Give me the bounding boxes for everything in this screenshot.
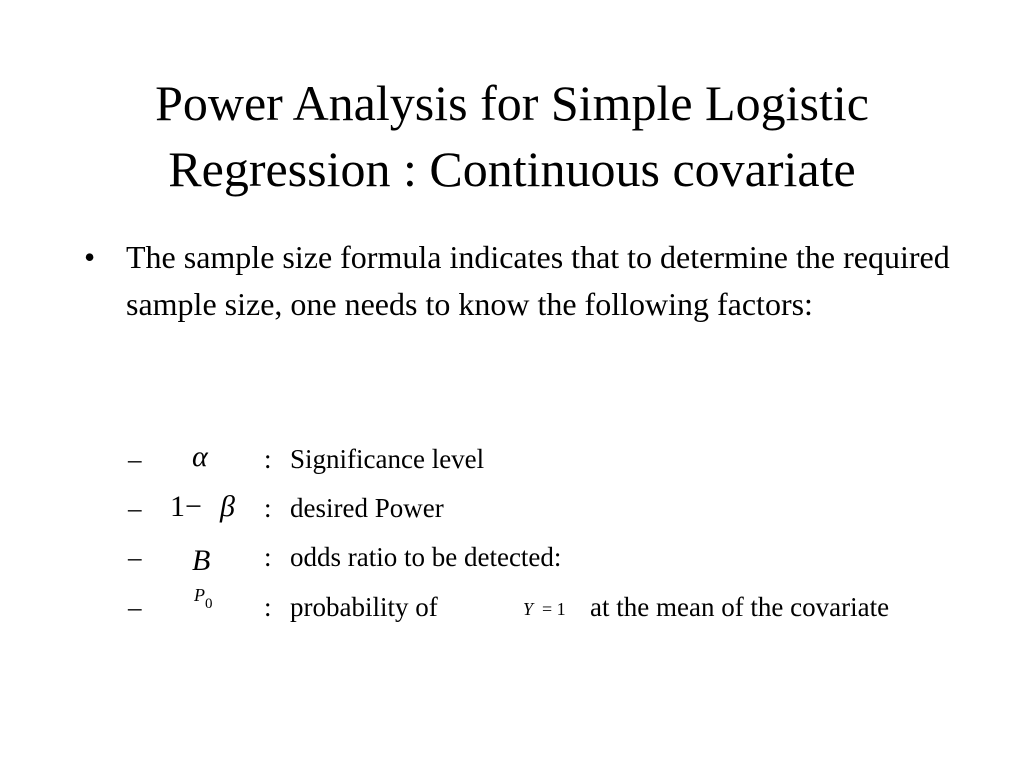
main-bullet	[84, 234, 1014, 328]
sub-colon: :	[264, 592, 272, 622]
title-line-2: Regression : Continuous covariate	[168, 141, 856, 197]
sub-colon: :	[264, 444, 272, 474]
p-symbol: P	[194, 585, 205, 605]
sub-dash: –	[128, 444, 142, 474]
alpha-symbol: α	[192, 440, 208, 473]
factor-label: Significance level	[290, 444, 485, 474]
p-subscript: 0	[205, 596, 213, 612]
factor-label: probability of	[290, 592, 438, 622]
y-symbol: Y	[523, 599, 534, 619]
beta-symbol: β	[220, 490, 235, 523]
factor-probability	[128, 587, 1008, 627]
sub-colon: :	[264, 493, 272, 523]
sub-dash: –	[128, 542, 142, 572]
b-symbol: B	[192, 544, 211, 577]
one-minus-symbol: 1−	[170, 490, 202, 523]
factor-odds-ratio	[128, 537, 1008, 577]
bullet-text: The sample size formula indicates that to determine the required sample size, one needs to know the following factors:	[126, 239, 950, 322]
factor-alpha	[128, 439, 1008, 479]
factor-label: odds ratio to be detected:	[290, 542, 562, 572]
title-line-1: Power Analysis for Simple Logistic	[155, 75, 869, 131]
sub-dash: –	[128, 493, 142, 523]
bullet-marker: •	[84, 239, 96, 275]
factor-label-continued: at the mean of the covariate	[590, 592, 890, 622]
factor-power	[128, 488, 1008, 528]
sub-dash: –	[128, 592, 142, 622]
slide-title	[0, 70, 1024, 202]
equals-one-symbol: = 1	[542, 599, 566, 619]
factor-label: desired Power	[290, 493, 444, 523]
sub-colon: :	[264, 542, 272, 572]
